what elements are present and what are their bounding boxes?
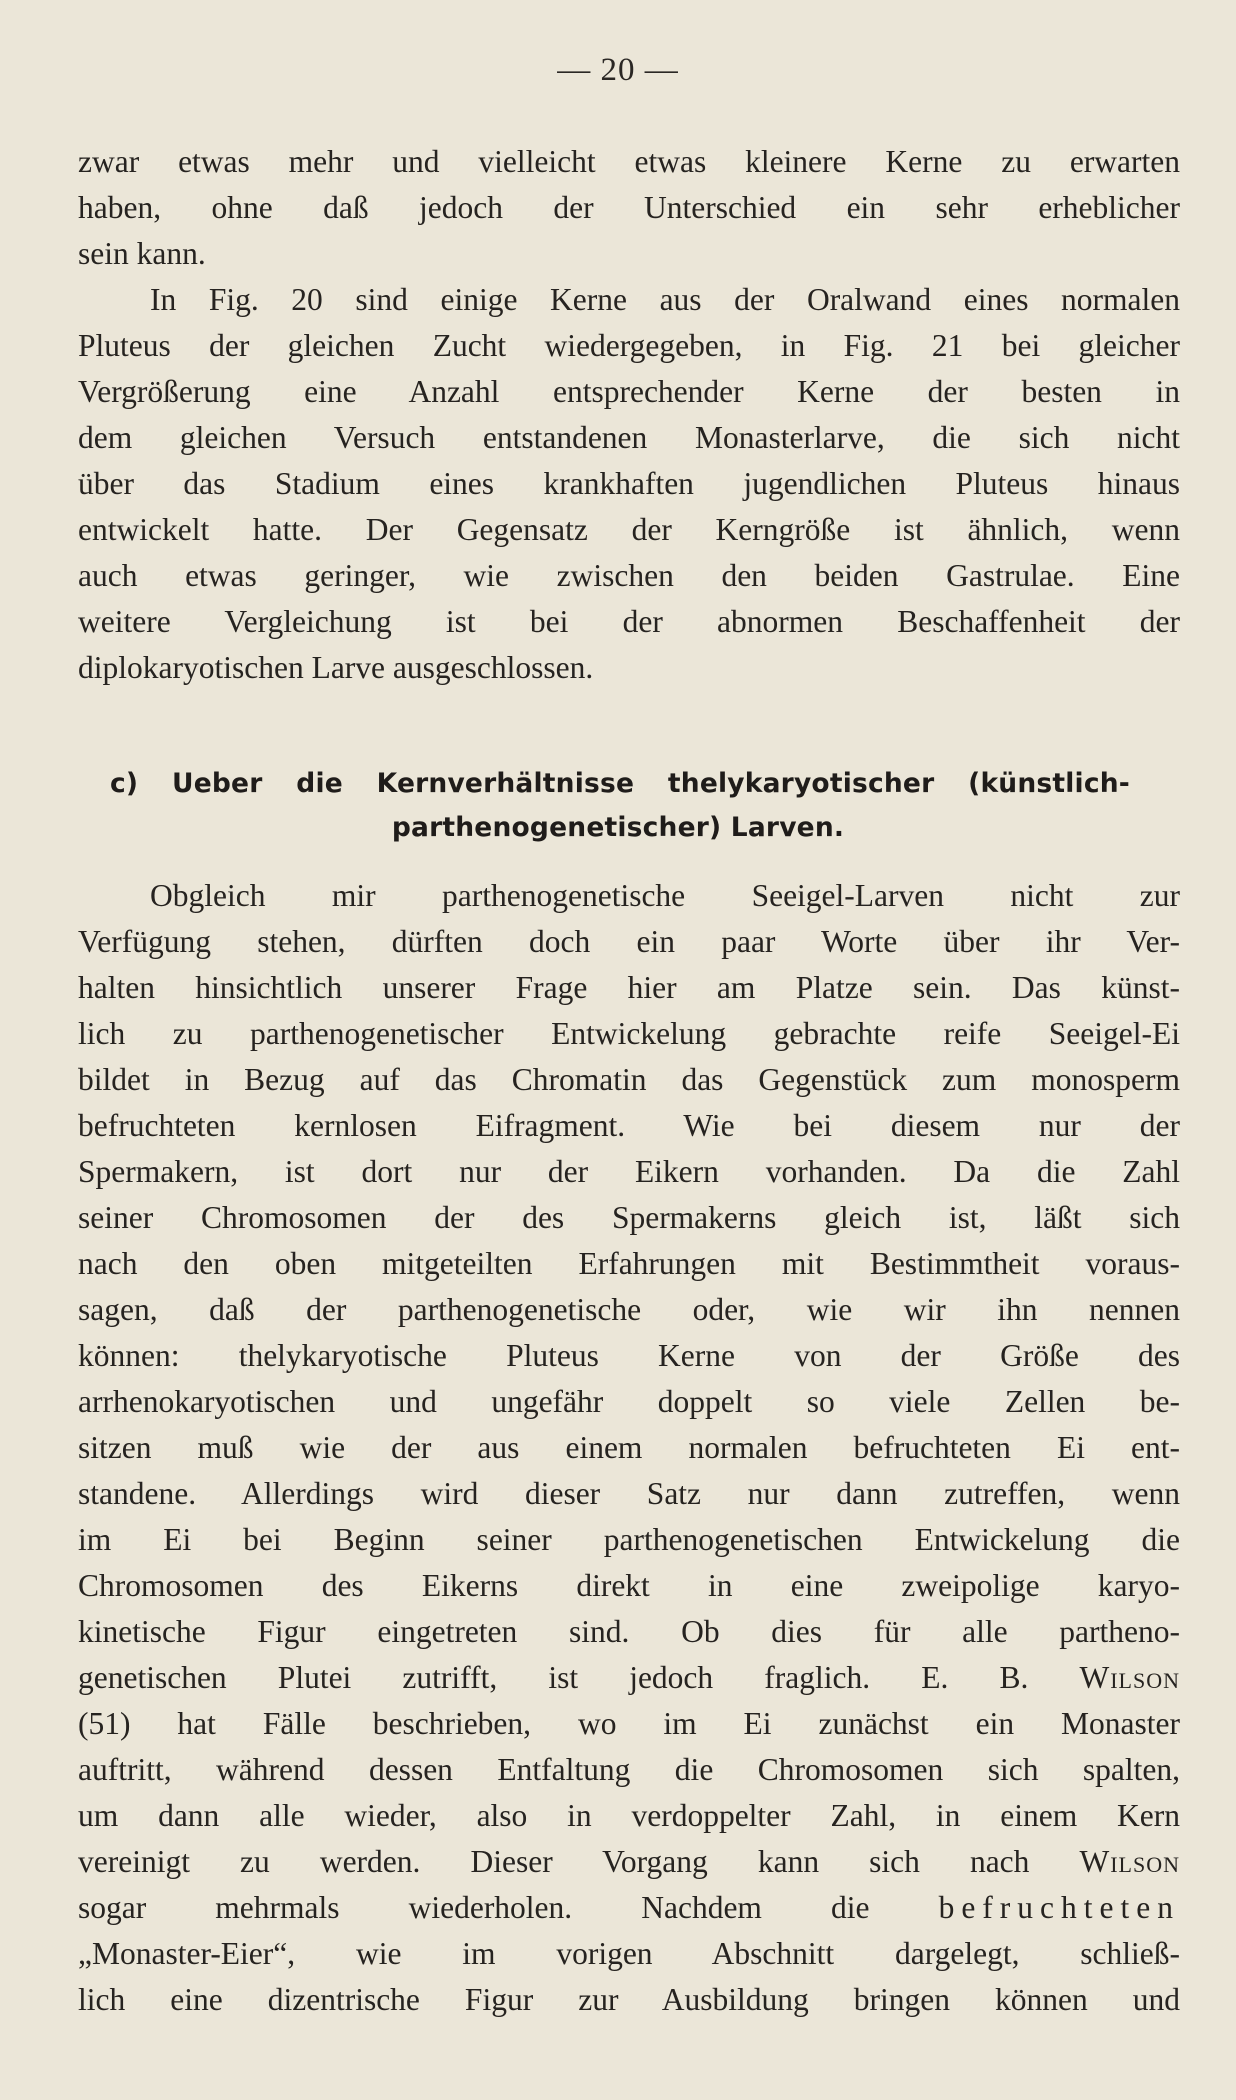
paragraph-1-line: haben, ohne daß jedoch der Unterschied ein sehr erheblicher — [78, 190, 1180, 225]
paragraph-2-line: weitere Vergleichung ist bei der abnormen Beschaffenheit der — [78, 604, 1180, 639]
paragraph-3-line: halten hinsichtlich unserer Frage hier am Platze sein. Das künst- — [78, 970, 1180, 1005]
paragraph-2-line: dem gleichen Versuch entstandenen Monasterlarve, die sich nicht — [78, 420, 1180, 455]
paragraph-2-line: auch etwas geringer, wie zwischen den beiden Gastrulae. Eine — [78, 558, 1180, 593]
paragraph-3-line — [78, 1840, 1180, 1884]
paragraph-2-line: über das Stadium eines krankhaften jugendlichen Pluteus hinaus — [78, 466, 1180, 501]
paragraph-3-line: können: thelykaryotische Pluteus Kerne von der Größe des — [78, 1338, 1180, 1373]
paragraph-1-line: zwar etwas mehr und vielleicht etwas kleinere Kerne zu erwarten — [78, 144, 1180, 179]
paragraph-3-line: (51) hat Fälle beschrieben, wo im Ei zunächst ein Monaster — [78, 1706, 1180, 1741]
section-heading-line-2: parthenogenetischer) Larven. — [391, 812, 845, 843]
paragraph-3-line: bildet in Bezug auf das Chromatin das Gegenstück zum monosperm — [78, 1062, 1180, 1097]
paragraph-3-line: nach den oben mitgeteilten Erfahrungen mit Bestimmtheit voraus- — [78, 1246, 1180, 1281]
paragraph-3-line: befruchteten kernlosen Eifragment. Wie bei diesem nur der — [78, 1108, 1180, 1143]
paragraph-3-line: kinetische Figur eingetreten sind. Ob dies für alle partheno- — [78, 1614, 1180, 1649]
line-text: sogar mehrmals wiederholen. Nachdem die — [78, 1890, 939, 1925]
paragraph-3-line: sitzen muß wie der aus einem normalen befruchteten Ei ent- — [78, 1430, 1180, 1465]
line-text: vereinigt zu werden. Dieser Vorgang kann sich nach — [78, 1844, 1080, 1879]
author-name-wilson: Wilson — [1079, 1660, 1180, 1695]
paragraph-3-line: Obgleich mir parthenogenetische Seeigel-Larven nicht zur — [150, 878, 1180, 913]
paragraph-3-line: Chromosomen des Eikerns direkt in eine zweipolige karyo- — [78, 1568, 1180, 1603]
section-heading-line-1: c) Ueber die Kernverhältnisse thelykaryotischer (künstlich- — [110, 768, 1130, 799]
line-text: genetischen Plutei zutrifft, ist jedoch fraglich. E. B. — [78, 1660, 1080, 1695]
paragraph-3-line: seiner Chromosomen der des Spermakerns gleich ist, läßt sich — [78, 1200, 1180, 1235]
paragraph-3-line: sagen, daß der parthenogenetische oder, wie wir ihn nennen — [78, 1292, 1180, 1327]
page-number: — 20 — — [557, 52, 679, 88]
paragraph-3-line — [78, 1886, 1180, 1930]
paragraph-3-line: arrhenokaryotischen und ungefähr doppelt so viele Zellen be- — [78, 1384, 1180, 1419]
paragraph-1-line: sein kann. — [78, 236, 206, 271]
paragraph-2-line: Pluteus der gleichen Zucht wiedergegeben, in Fig. 21 bei gleicher — [78, 328, 1180, 363]
paragraph-3-line: standene. Allerdings wird dieser Satz nur dann zutreffen, wenn — [78, 1476, 1180, 1511]
paragraph-3-line: um dann alle wieder, also in verdoppelter Zahl, in einem Kern — [78, 1798, 1180, 1833]
paragraph-2-line: Vergrößerung eine Anzahl entsprechender Kerne der besten in — [78, 374, 1180, 409]
spaced-emphasis: befruchteten — [938, 1890, 1180, 1925]
paragraph-2-line: entwickelt hatte. Der Gegensatz der Kerngröße ist ähnlich, wenn — [78, 512, 1180, 547]
paragraph-3-line: lich zu parthenogenetischer Entwickelung gebrachte reife Seeigel-Ei — [78, 1016, 1180, 1051]
paragraph-3-line: lich eine dizentrische Figur zur Ausbildung bringen können und — [78, 1982, 1180, 2017]
paragraph-3-line: auftritt, während dessen Entfaltung die Chromosomen sich spalten, — [78, 1752, 1180, 1787]
paragraph-3-line: Spermakern, ist dort nur der Eikern vorhanden. Da die Zahl — [78, 1154, 1180, 1189]
paragraph-2-line: diplokaryotischen Larve ausgeschlossen. — [78, 650, 594, 685]
paragraph-3-line: „Monaster-Eier“, wie im vorigen Abschnitt dargelegt, schließ- — [78, 1936, 1180, 1971]
paragraph-3-line — [78, 1656, 1180, 1700]
paragraph-3-line: im Ei bei Beginn seiner parthenogenetischen Entwickelung die — [78, 1522, 1180, 1557]
paragraph-3-line: Verfügung stehen, dürften doch ein paar Worte über ihr Ver- — [78, 924, 1180, 959]
paragraph-2-line: In Fig. 20 sind einige Kerne aus der Oralwand eines normalen — [150, 282, 1180, 317]
author-name-wilson: Wilson — [1079, 1844, 1180, 1879]
